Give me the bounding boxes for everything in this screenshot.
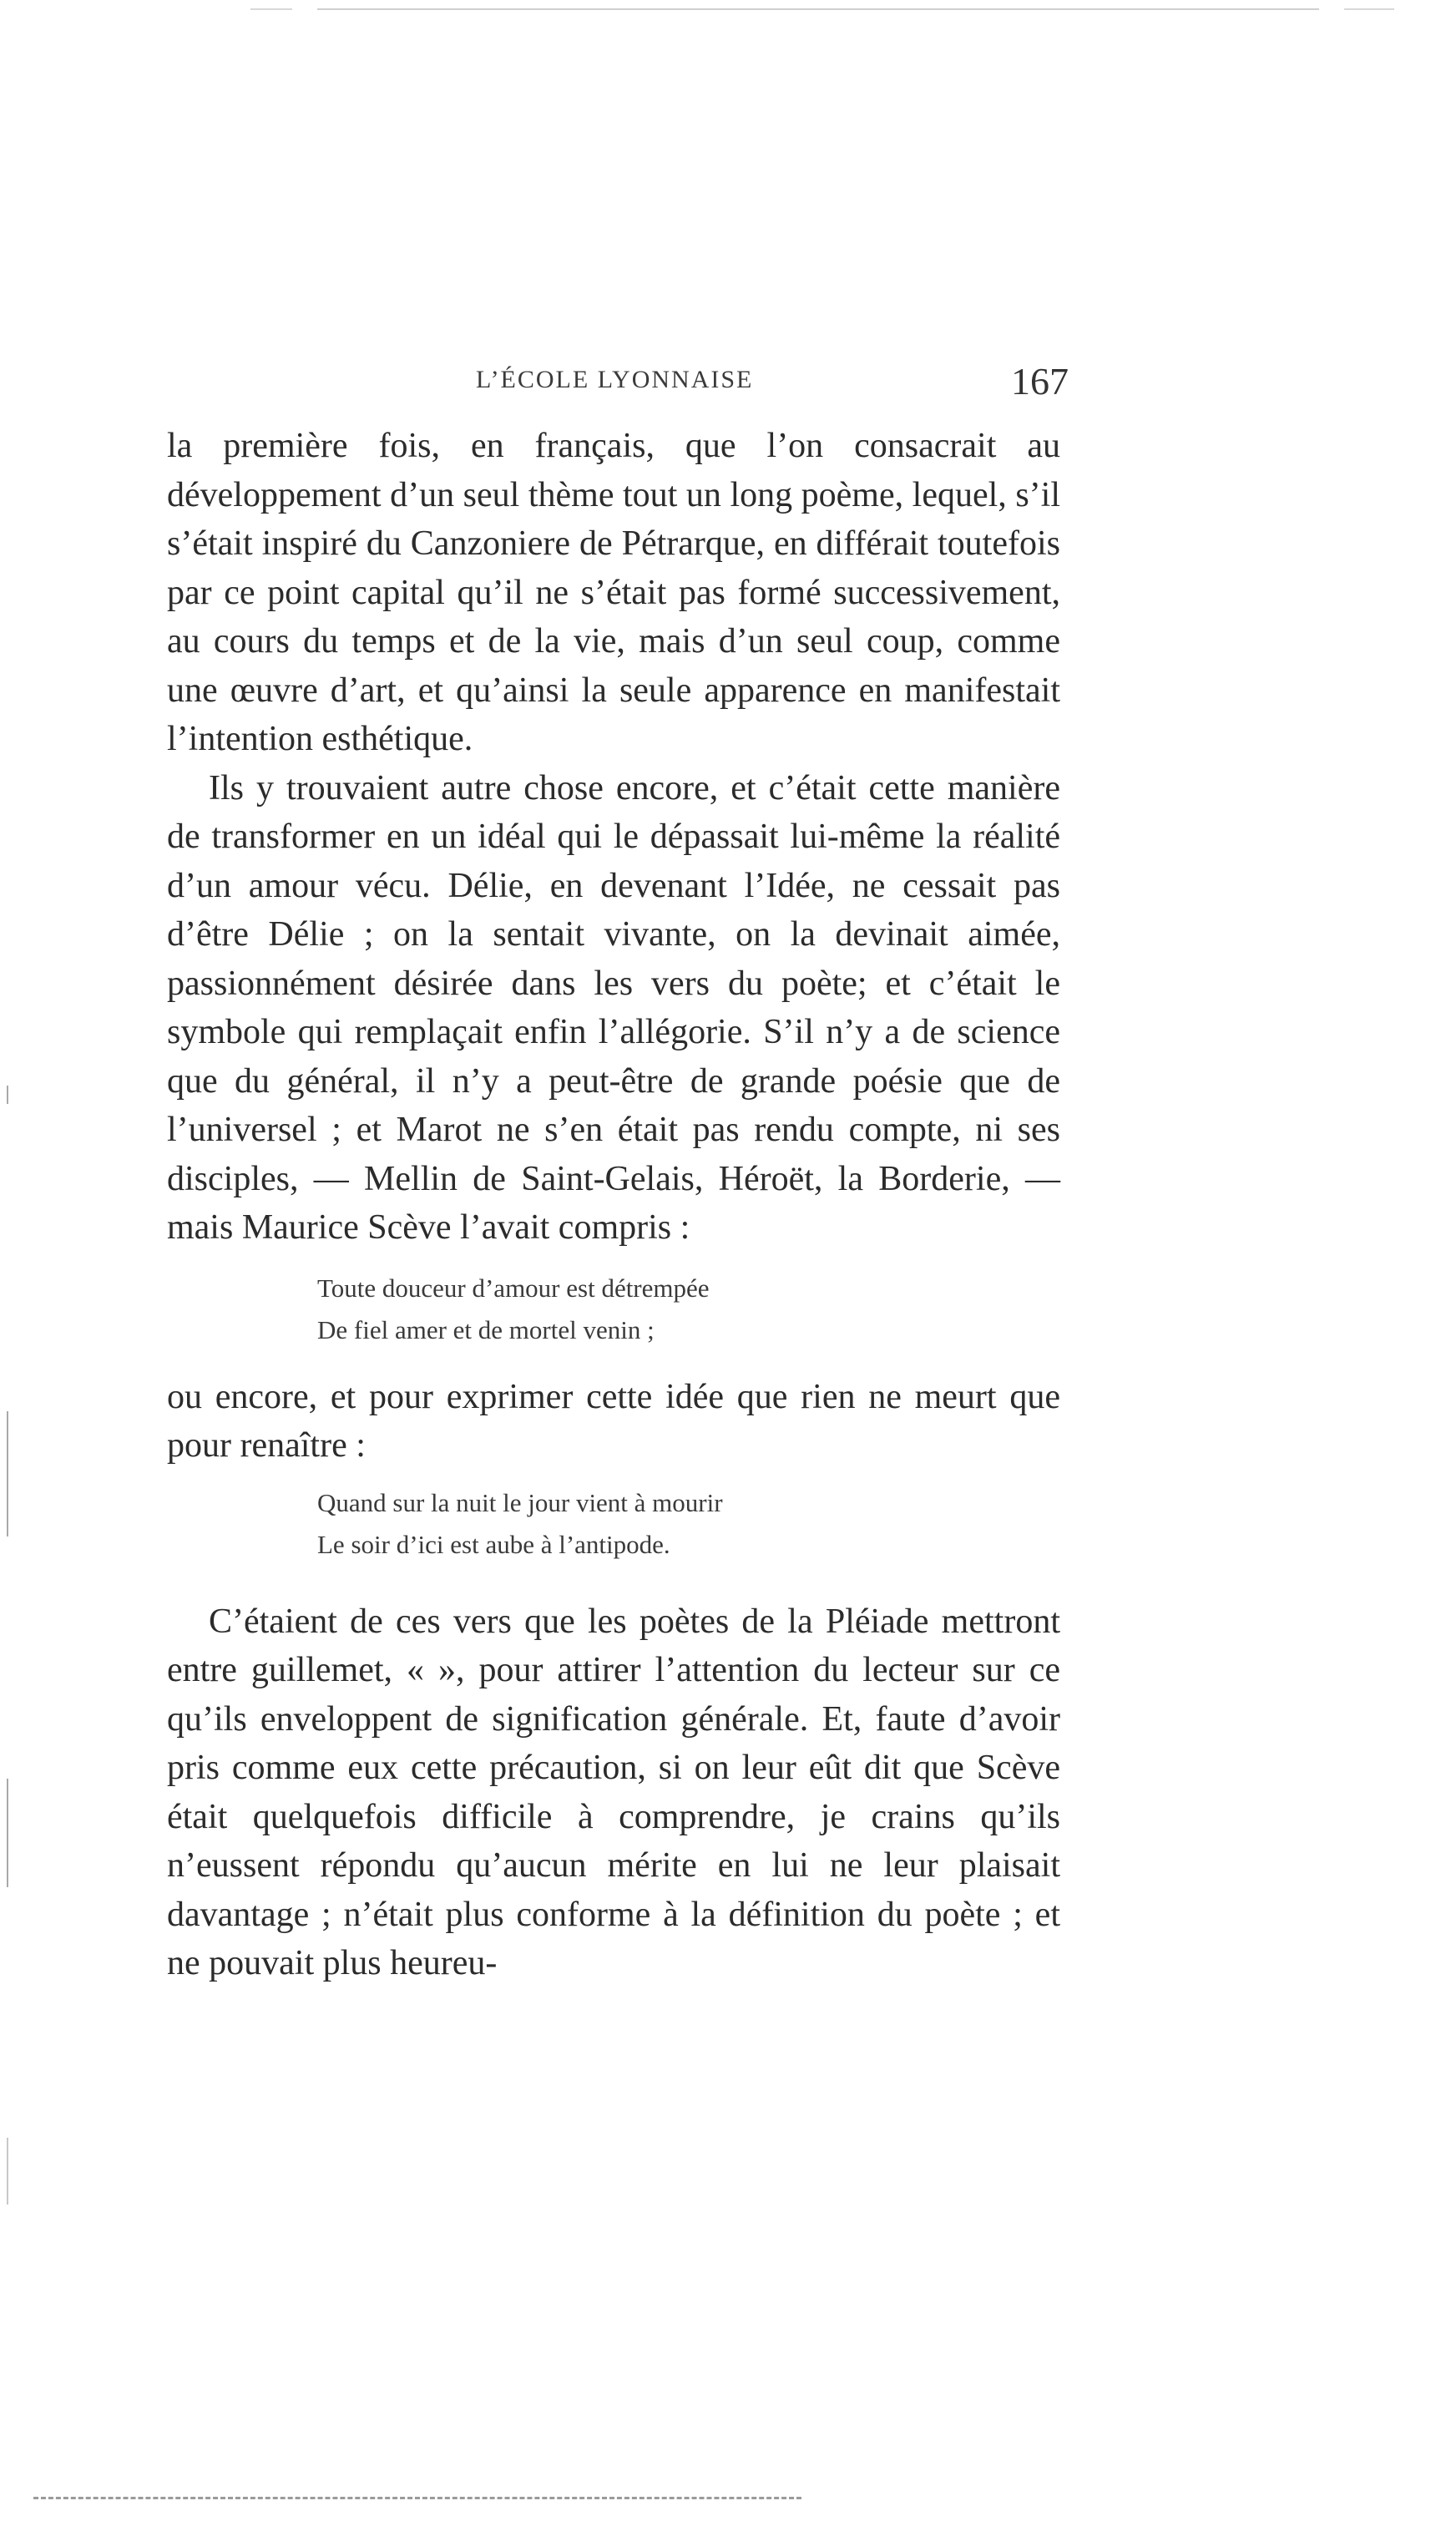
page-number: 167 <box>1011 360 1069 402</box>
running-head: L’ÉCOLE LYONNAISE <box>476 366 754 393</box>
margin-mark-4 <box>7 2138 8 2205</box>
scan-edge-top-right <box>1344 8 1394 10</box>
body-text <box>167 422 1060 1988</box>
scan-edge-top-left <box>250 8 292 10</box>
verse-line: Le soir d’ici est aube à l’antipode. <box>317 1529 670 1559</box>
paragraph-4: C’étaient de ces vers que les poètes de la Pléiade mettront entre guillemet, « », pour attirer l’attention du lecteur sur ce qu’ils enveloppent de signification générale. Et, faute d’avoir pris comme eux cette précaution, si on leur eût dit que Scève était quelquefois difficile à comprendre, je crains qu’ils n’eussent répondu qu’aucun mérite en lui ne leur plaisait davantage ; n’était plus conforme à la définition du poète ; et ne pouvait plus heureu- <box>167 1602 1060 1982</box>
scan-edge-bottom <box>33 2497 801 2499</box>
verse-line: Quand sur la nuit le jour vient à mourir <box>317 1487 723 1517</box>
verse-quote-2 <box>317 1482 1060 1566</box>
paragraph-3: ou encore, et pour exprimer cette idée que rien ne meurt que pour renaître : <box>167 1377 1060 1465</box>
page-header <box>167 360 1069 416</box>
verse-quote-1 <box>317 1268 1060 1351</box>
margin-mark-1 <box>7 1086 8 1104</box>
scan-edge-top <box>317 8 1319 10</box>
paragraph-2: Ils y trouvaient autre chose encore, et c’était cette manière de transformer en un idéal qui le dépassait lui-même la réalité d’un amour vécu. Délie, en devenant l’Idée, ne cessait pas d’être Délie ; on la sentait vivante, on la devinait aimée, passionnément désirée dans les vers du poète; et c’était le symbole qui remplaçait enfin l’allégorie. S’il n’y a de science que du général, il n’y a peut-être de grande poésie que de l’universel ; et Marot ne s’en était pas rendu compte, ni ses disciples, — Mellin de Saint-Gelais, Héroët, la Borderie, — mais Maurice Scève l’avait compris : <box>167 768 1060 1247</box>
verse-line: De fiel amer et de mortel venin ; <box>317 1314 655 1344</box>
margin-mark-3 <box>7 1779 8 1887</box>
verse-line: Toute douceur d’amour est détrempée <box>317 1273 710 1303</box>
margin-mark-2 <box>7 1411 8 1536</box>
paragraph-1: la première fois, en français, que l’on consacrait au développement d’un seul thème tout un long poème, lequel, s’il s’était inspiré du Canzoniere de Pétrarque, en différait toutefois par ce point capital qu’il ne s’était pas formé successivement, au cours du temps et de la vie, mais d’un seul coup, comme une œuvre d’art, et qu’ainsi la seule apparence en manifestait l’intention esthétique. <box>167 427 1060 758</box>
